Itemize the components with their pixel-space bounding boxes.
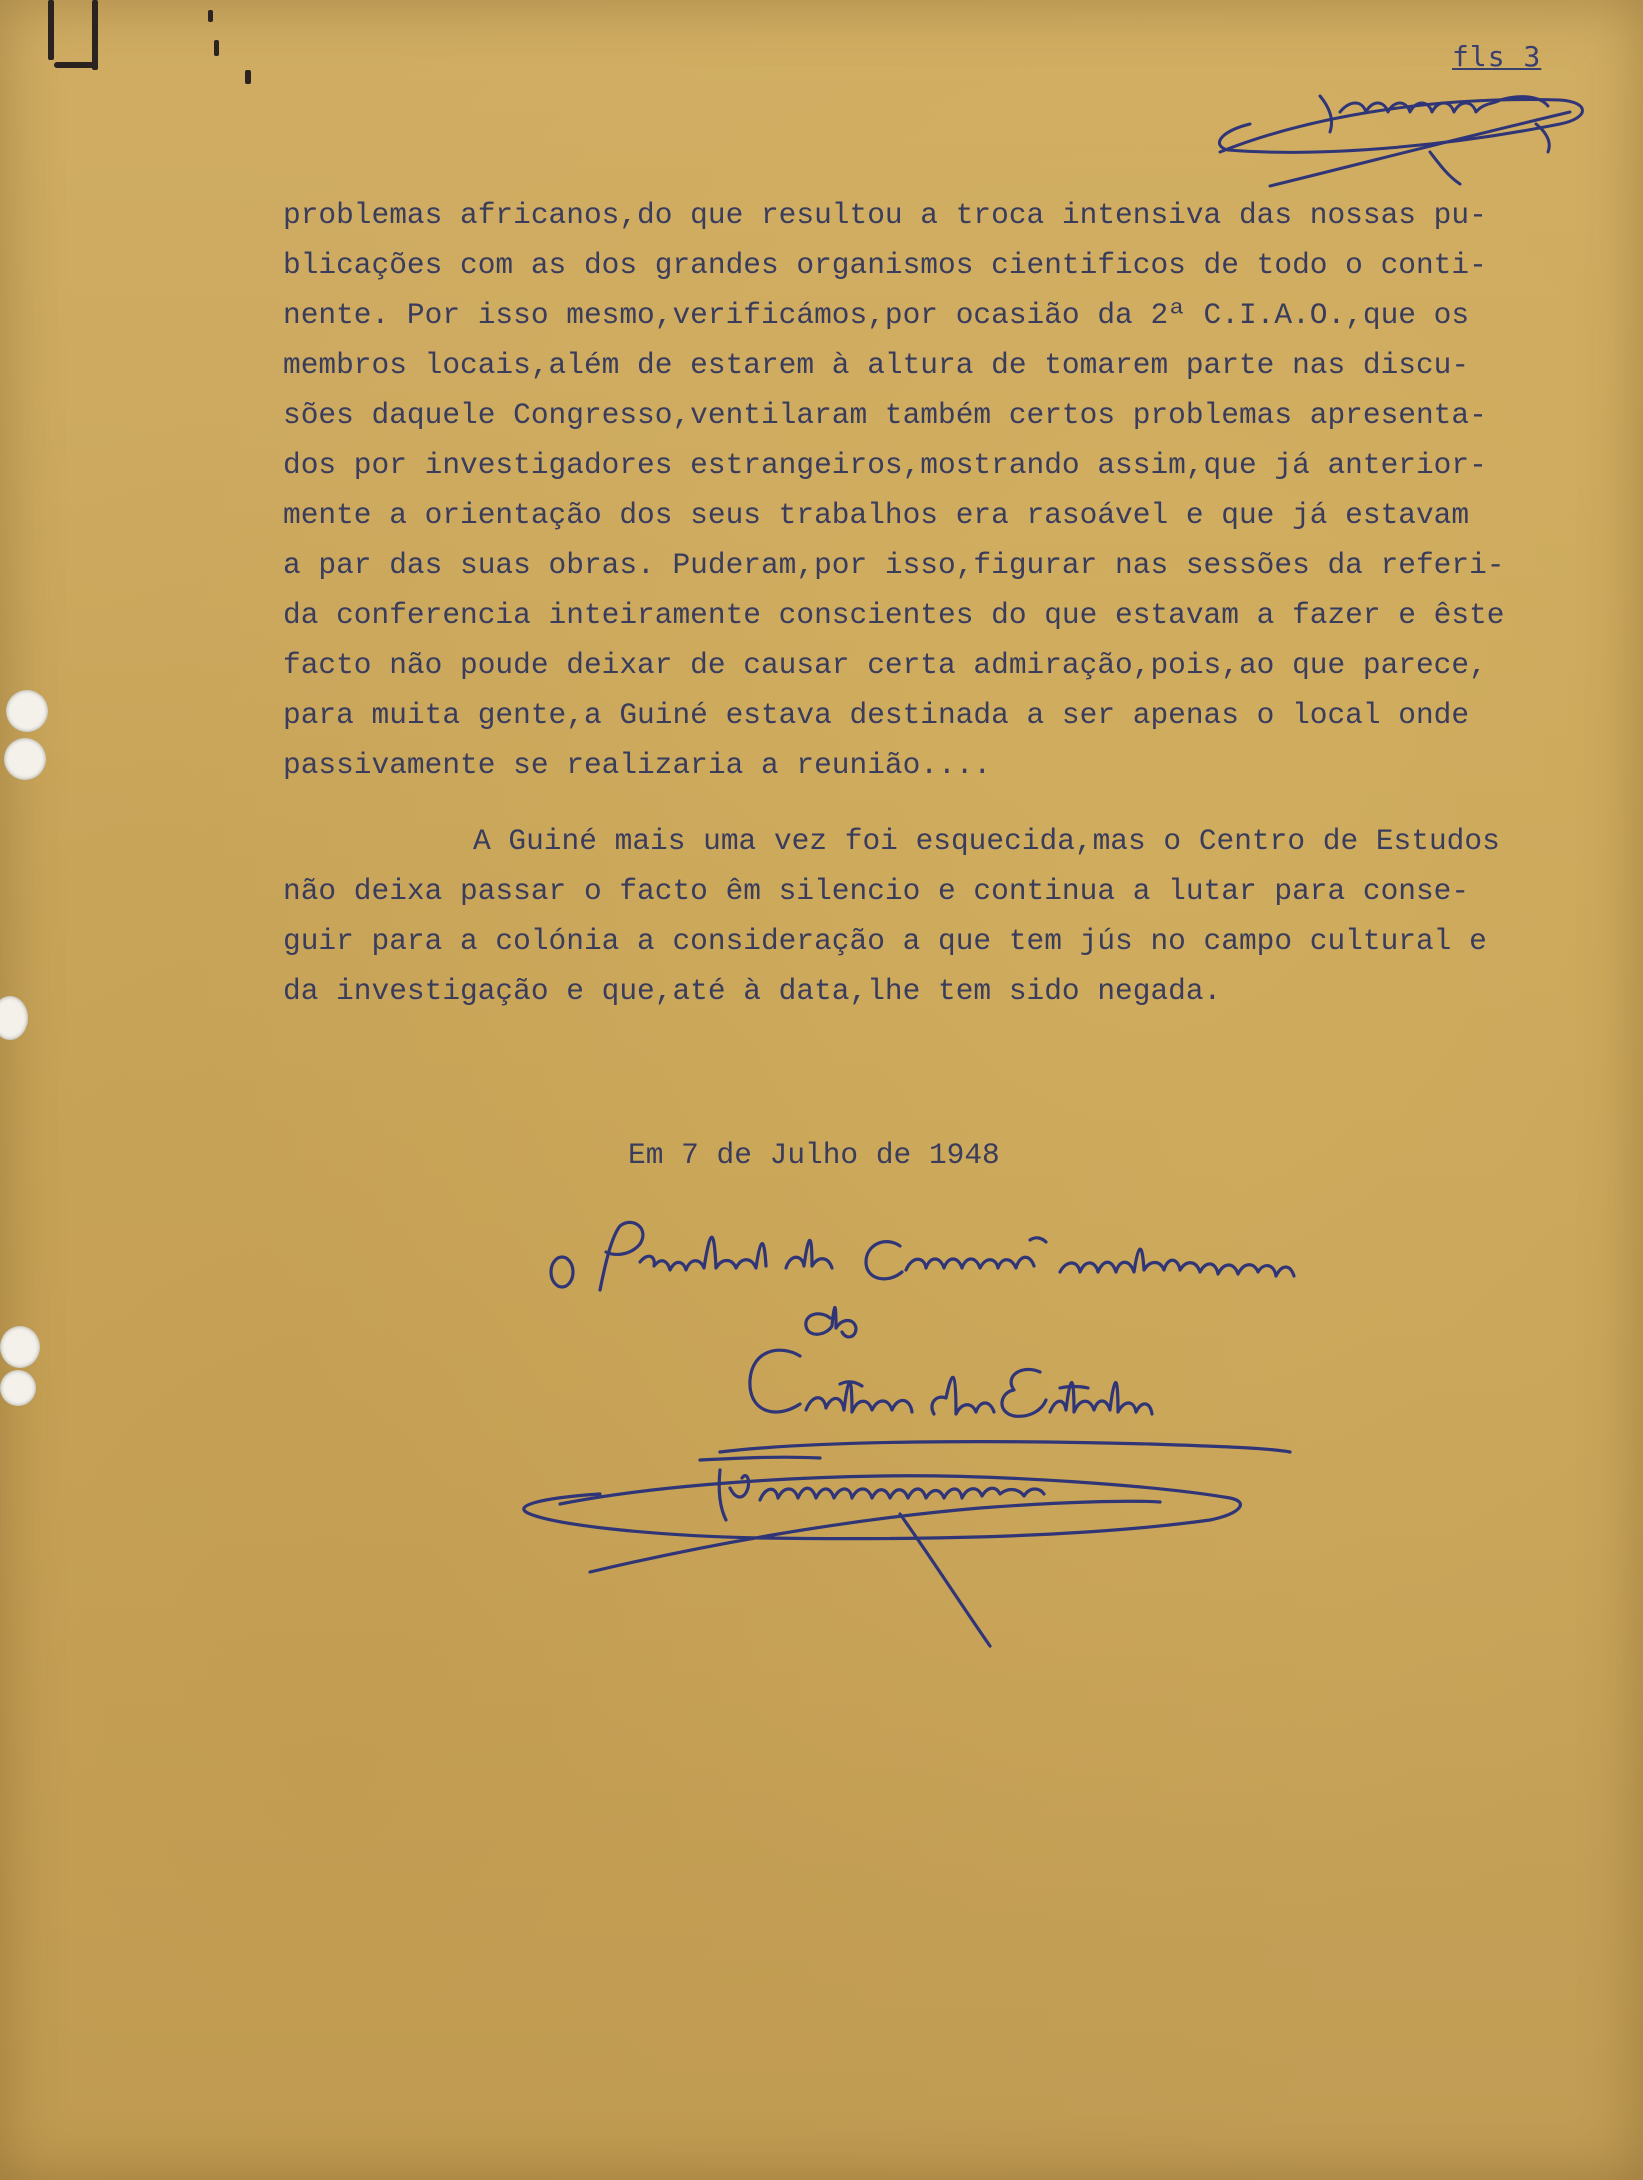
text-line: A Guiné mais uma vez foi esquecida,mas o Centro de Estudos [473,824,1500,858]
text-line: para muita gente,a Guiné estava destinada a ser apenas o local onde [283,698,1470,732]
paragraph [283,816,1623,1016]
text-line: passivamente se realizaria a reunião.... [283,748,992,782]
text-line: guir para a colónia a consideração a que tem jús no campo cultural e [283,924,1487,958]
text-line: facto não poude deixar de causar certa admiração,pois,ao que parece, [283,648,1487,682]
binding-mark [245,70,251,84]
text-line: sões daquele Congresso,ventilaram também certos problemas apresenta- [283,398,1487,432]
punch-hole [6,690,48,732]
text-line: nente. Por isso mesmo,verificámos,por ocasião da 2ª C.I.A.O.,que os [283,298,1470,332]
text-line: membros locais,além de estarem à altura de tomarem parte nas discu- [283,348,1470,382]
paragraph-gap [283,790,1623,816]
punch-hole [4,738,46,780]
binding-mark [214,40,219,56]
binding-mark [54,62,98,68]
paragraph [283,190,1623,790]
text-line: dos por investigadores estrangeiros,mostrando assim,que já anterior- [283,448,1487,482]
text-line: não deixa passar o facto êm silencio e continua a lutar para conse- [283,874,1470,908]
punch-hole [0,1326,40,1368]
text-line: a par das suas obras. Puderam,por isso,figurar nas sessões da referi- [283,548,1505,582]
binding-mark [208,10,213,22]
binding-mark [48,0,54,60]
binding-mark [92,0,98,70]
text-line: da conferencia inteiramente conscientes do que estavam a fazer e êste [283,598,1505,632]
text-line: mente a orientação dos seus trabalhos era rasoável e que já estavam [283,498,1470,532]
text-line: da investigação e que,até à data,lhe tem sido negada. [283,974,1222,1008]
text-line: problemas africanos,do que resultou a troca intensiva das nossas pu- [283,198,1487,232]
typewritten-body [283,190,1623,1016]
punch-hole [0,996,28,1040]
date-line: Em 7 de Julho de 1948 [628,1138,1000,1172]
punch-hole [0,1370,36,1406]
folio-number: fls 3 [1452,40,1542,73]
text-line: blicações com as dos grandes organismos cientificos de todo o conti- [283,248,1487,282]
